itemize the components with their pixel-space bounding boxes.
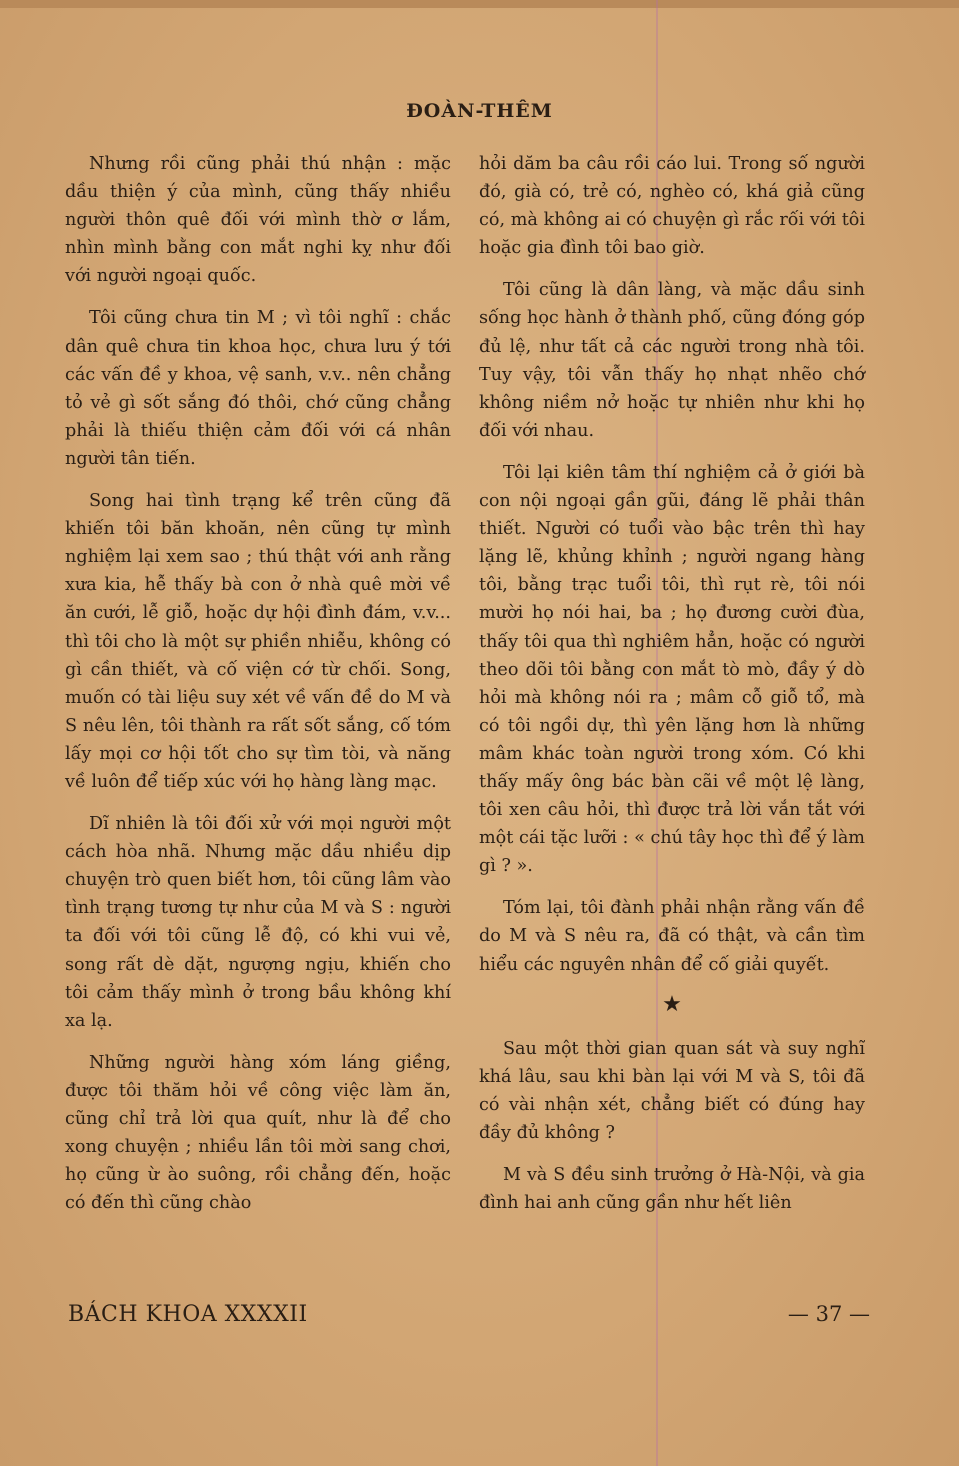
paragraph: Nhưng rồi cũng phải thú nhận : mặc dầu thiện ý của mình, cũng thấy nhiều người thôn quê đối với mình thờ ơ lắm, nhìn mình bằng con mắt nghi kỵ như đối với người ngoại quốc. <box>65 154 451 287</box>
paragraph: Tóm lại, tôi đành phải nhận rằng vấn đề do M và S nêu ra, đã có thật, và cần tìm hiểu các nguyên nhân để cố giải quyết. <box>479 898 865 975</box>
page-number: — 37 — <box>787 1302 870 1326</box>
publication-title: BÁCH KHOA XXXXII <box>68 1302 308 1327</box>
section-separator-star: ★ <box>662 991 682 1017</box>
paragraph: Tôi cũng là dân làng, và mặc dầu sinh sống học hành ở thành phố, cũng đóng góp đủ lệ, như tất cả các người trong nhà tôi. Tuy vậy, tôi vẫn thấy họ nhạt nhẽo chớ không niềm nở hoặc tự nhiên như khi họ đối với nhau. <box>479 280 865 441</box>
running-title: ĐOÀN-THÊM <box>406 100 553 122</box>
paragraph: Dĩ nhiên là tôi đối xử với mọi người một cách hòa nhã. Nhưng mặc dầu nhiều dịp chuyện trò quen biết hơn, tôi cũng lâm vào tình trạng tương tự như của M và S : người ta đối với tôi cũng lễ độ, có khi vui vẻ, song rất dè dặt, ngượng ngịu, khiến cho tôi cảm thấy mình ở trong bầu không khí xa lạ. <box>65 814 451 1031</box>
right-column <box>479 150 865 1231</box>
paragraph: Tôi cũng chưa tin M ; vì tôi nghĩ : chắc dân quê chưa tin khoa học, chưa lưu ý tới các vấn đề y khoa, vệ sanh, v.v.. nên chẳng tỏ vẻ gì sốt sắng đó thôi, chớ cũng chẳng phải là thiếu thiện cảm đối với cá nhân người tân tiến. <box>65 308 451 469</box>
paragraph: Tôi lại kiên tâm thí nghiệm cả ở giới bà con nội ngoại gần gũi, đáng lẽ phải thân thiết. Người có tuổi vào bậc trên thì hay lặng lẽ, khủng khỉnh ; người ngang hàng tôi, bằng trạc tuổi tôi, thì rụt rè, tôi nói mười họ nói hai, ba ; họ đương cười đùa, thấy tôi qua thì nghiêm hẳn, hoặc có người theo dõi tôi bằng con mắt tò mò, đầy ý dò hỏi mà không nói ra ; mâm cỗ giỗ tổ, mà có tôi ngồi dự, thì yên lặng hơn là những mâm khác toàn người trong xóm. Có khi thấy mấy ông bác bàn cãi về một lệ làng, tôi xen câu hỏi, thì được trả lời vắn tắt với một cái tặc lưỡi : « chú tây học thì để ý làm gì ? ». <box>479 462 865 877</box>
paragraph: Những người hàng xóm láng giềng, được tôi thăm hỏi về công việc làm ăn, cũng chỉ trả lời qua quít, như là để cho xong chuyện ; nhiều lần tôi mời sang chơi, họ cũng ừ ào suông, rồi chẳng đến, hoặc có đến thì cũng chào <box>65 1052 451 1214</box>
paragraph: Song hai tình trạng kể trên cũng đã khiến tôi băn khoăn, nên cũng tự mình nghiệm lại xem sao ; thú thật với anh rằng xưa kia, hễ thấy bà con ở nhà quê mời về ăn cưới, lễ giỗ, hoặc dự hội đình đám, v.v... thì tôi cho là một sự phiền nhiễu, không có gì cần thiết, và cố viện cớ từ chối. Song, muốn có tài liệu suy xét về vấn đề do M và S nêu lên, tôi thành ra rất sốt sắng, cố tóm lấy mọi cơ hội tốt cho sự tìm tòi, và năng về luôn để tiếp xúc với họ hàng làng mạc. <box>65 491 451 792</box>
paragraph: M và S đều sinh trưởng ở Hà-Nội, và gia đình hai anh cũng gần như hết liên <box>479 1165 865 1214</box>
paragraph: Sau một thời gian quan sát và suy nghĩ khá lâu, sau khi bàn lại với M và S, tôi đã có vài nhận xét, chẳng biết có đúng hay đầy đủ không ? <box>479 1038 865 1143</box>
paragraph: hỏi dăm ba câu rồi cáo lui. Trong số người đó, già có, trẻ có, nghèo có, khá giả cũng có, mà không ai có chuyện gì rắc rối với tôi hoặc gia đình tôi bao giờ. <box>479 154 865 259</box>
left-column <box>65 150 451 1231</box>
